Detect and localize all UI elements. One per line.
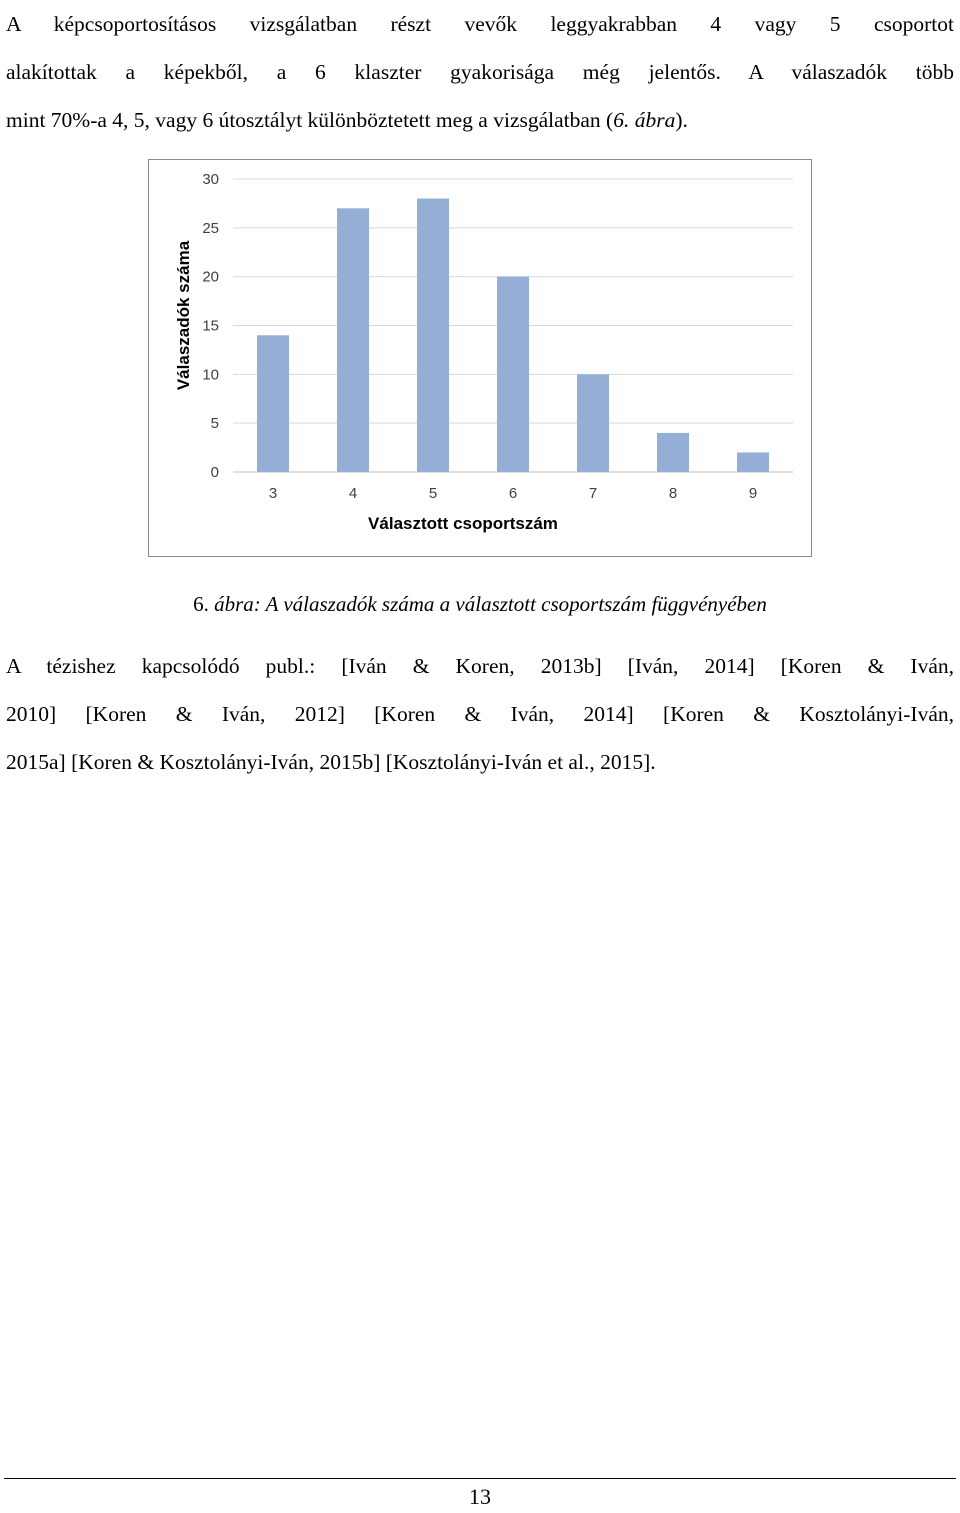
figure-caption xyxy=(0,592,960,617)
intro-paragraph xyxy=(6,0,954,144)
bar-8 xyxy=(657,433,689,472)
y-tick-label: 5 xyxy=(210,415,219,433)
x-tick-label: 6 xyxy=(508,485,518,502)
y-tick-label: 30 xyxy=(202,171,219,188)
pubs-line-1: A tézishez kapcsolódó publ.: [Iván & Koren, 2013b] [Iván, 2014] [Koren & Iván, xyxy=(6,654,954,678)
page-number: 13 xyxy=(469,1484,491,1509)
bar-9 xyxy=(737,452,769,472)
x-tick-label: 5 xyxy=(428,485,438,502)
x-tick-label: 4 xyxy=(348,485,358,502)
intro-line-3 xyxy=(6,96,954,144)
pubs-line-2: 2010] [Koren & Iván, 2012] [Koren & Iván, 2014] [Koren & Kosztolányi-Iván, xyxy=(6,702,954,726)
bar-4 xyxy=(337,208,369,472)
x-tick-label: 7 xyxy=(588,485,598,502)
y-axis-title: Válaszadók száma xyxy=(174,240,193,391)
caption-number: 6. xyxy=(193,592,209,616)
figure-reference: 6. ábra xyxy=(613,108,676,132)
y-tick-label: 15 xyxy=(202,317,219,335)
y-tick-label: 20 xyxy=(202,268,219,286)
x-tick-labels xyxy=(269,485,757,502)
x-tick-label: 8 xyxy=(668,485,678,502)
x-tick-label: 9 xyxy=(748,485,758,502)
bar-6 xyxy=(497,277,529,472)
intro-line-1: A képcsoportosításos vizsgálatban részt vevők leggyakrabban 4 vagy 5 csoportot xyxy=(6,12,954,36)
bar-3 xyxy=(257,335,289,472)
bar-7 xyxy=(577,374,609,472)
intro-line-3-text: mint 70%-a 4, 5, vagy 6 útosztályt különböztetett meg a vizsgálatban ( xyxy=(6,108,614,132)
pubs-line-3: 2015a] [Koren & Kosztolányi-Iván, 2015b] [Kosztolányi-Iván et al., 2015]. xyxy=(6,750,656,774)
bar-chart xyxy=(148,159,812,557)
caption-text: ábra: A válaszadók száma a választott csoportszám függvényében xyxy=(208,592,767,616)
intro-line-2: alakítottak a képekből, a 6 klaszter gyakorisága még jelentős. A válaszadók több xyxy=(6,60,954,84)
publications-paragraph xyxy=(6,642,954,786)
y-tick-label: 0 xyxy=(210,464,219,481)
x-axis-title: Választott csoportszám xyxy=(368,514,558,533)
x-tick-label: 3 xyxy=(268,485,278,502)
footer-rule xyxy=(4,1478,956,1479)
bar-5 xyxy=(417,199,449,472)
y-tick-label: 10 xyxy=(202,366,219,384)
y-tick-label: 25 xyxy=(202,219,219,237)
chart-canvas xyxy=(149,160,813,558)
y-tick-labels xyxy=(202,171,219,481)
intro-line-3-end: ). xyxy=(675,108,688,132)
chart-bars xyxy=(257,199,769,472)
